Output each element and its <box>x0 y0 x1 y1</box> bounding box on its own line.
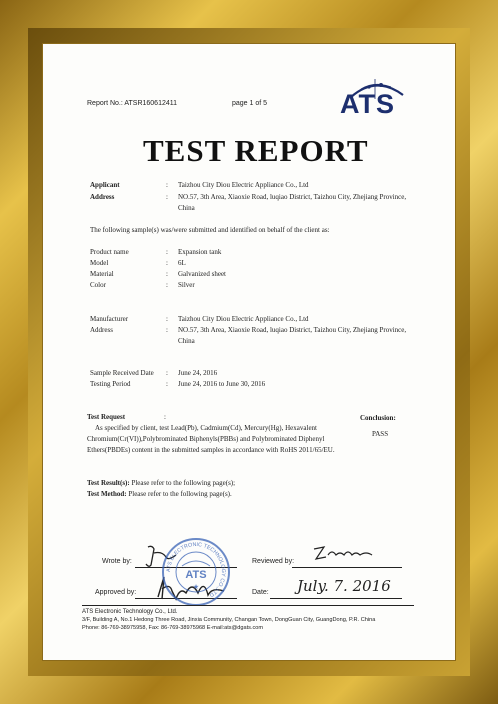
test-request-line2: Chromium(Cr(VI)),Polybrominated Biphenyls(PBBs) and Polybrominated Diphenyl <box>87 435 325 443</box>
colon: : <box>166 281 168 289</box>
received-date-label: Sample Received Date <box>90 369 154 377</box>
footer-divider <box>82 605 414 606</box>
date-label: Date: <box>252 589 269 596</box>
colon: : <box>166 181 168 189</box>
product-name-value: Expansion tank <box>178 248 222 256</box>
page-number: page 1 of 5 <box>232 100 268 107</box>
footer-company: ATS Electronic Technology Co., Ltd. <box>82 609 178 615</box>
test-method-value: Please refer to the following page(s). <box>128 490 232 498</box>
test-request-line1: As specified by client, test Lead(Pb), Cadmium(Cd), Mercury(Hg), Hexavalent <box>95 424 317 432</box>
report-number: Report No.: ATSR160612411 <box>87 100 178 107</box>
manufacturer-label: Manufacturer <box>90 315 129 323</box>
handwritten-date: July. 7. 2016 <box>297 577 391 595</box>
test-result-row <box>87 479 235 487</box>
approved-by-label: Approved by: <box>95 589 137 596</box>
testing-period-label: Testing Period <box>90 380 131 388</box>
colon: : <box>164 413 166 421</box>
intro-text: The following sample(s) was/were submitted and identified on behalf of the client as: <box>90 226 330 234</box>
colon: : <box>166 193 168 201</box>
colon: : <box>166 270 168 278</box>
colon: : <box>166 369 168 377</box>
colon: : <box>166 259 168 267</box>
color-value: Silver <box>178 281 195 289</box>
stamp-center-text: ATS <box>185 569 207 581</box>
manufacturer-address-label: Address <box>90 326 113 334</box>
applicant-address-line1: NO.57, 3th Area, Xiaoxie Road, luqiao District, Taizhou City, Zhejiang Province, <box>178 193 407 201</box>
product-name-label: Product name <box>90 248 129 256</box>
report-paper <box>42 43 456 661</box>
colon: : <box>166 315 168 323</box>
testing-period-value: June 24, 2016 to June 30, 2016 <box>178 380 266 388</box>
date-line <box>270 598 402 599</box>
material-label: Material <box>90 270 114 278</box>
model-value: 6L <box>178 259 186 267</box>
received-date-value: June 24, 2016 <box>178 369 218 377</box>
wrote-by-label: Wrote by: <box>102 558 132 565</box>
reviewed-by-label: Reviewed by: <box>252 558 295 565</box>
page-title: TEST REPORT <box>143 133 369 168</box>
colon: : <box>166 248 168 256</box>
footer-contact: Phone: 86-769-38975958, Fax: 86-769-38975968 E-mail:ats@dgats.com <box>82 625 264 631</box>
test-method-label: Test Method: <box>87 490 127 498</box>
stamp-ring-text: ATS ELECTRONIC TECHNOLOGY CO.,LTD <box>165 541 227 598</box>
applicant-value: Taizhou City Diou Electric Appliance Co., Ltd <box>178 181 309 189</box>
manufacturer-value: Taizhou City Diou Electric Appliance Co., Ltd <box>178 315 309 323</box>
applicant-address-label: Address <box>90 193 115 201</box>
company-stamp <box>160 536 232 608</box>
test-result-label: Test Result(s): <box>87 479 130 487</box>
applicant-address-line2: China <box>178 204 195 212</box>
manufacturer-address-line2: China <box>178 337 195 345</box>
manufacturer-address-line1: NO.57, 3th Area, Xiaoxie Road, luqiao District, Taizhou City, Zhejiang Province, <box>178 326 407 334</box>
star-icon: ★ <box>192 583 200 591</box>
test-request-label: Test Request <box>87 413 126 421</box>
ats-logo-text: ATS <box>340 89 395 119</box>
colon: : <box>166 326 168 334</box>
reviewed-by-line <box>292 567 402 568</box>
reviewed-signature <box>310 543 380 563</box>
test-request-line3: Ethers(PBDEs) content in the submitted samples in accordance with RoHS 2011/65/EU. <box>87 446 335 454</box>
conclusion-value: PASS <box>372 430 389 438</box>
conclusion-label: Conclusion: <box>360 414 396 422</box>
colon: : <box>166 380 168 388</box>
color-label: Color <box>90 281 106 289</box>
model-label: Model <box>90 259 109 267</box>
footer-address: 3/F, Building A, No.1 Hedong Three Road, Jinxia Community, Changan Town, DongGuan City, GuangDong, P.R. China <box>82 617 376 623</box>
material-value: Galvanized sheet <box>178 270 227 278</box>
test-result-value: Please refer to the following page(s); <box>131 479 236 487</box>
applicant-label: Applicant <box>90 181 120 189</box>
test-method-row <box>87 490 232 498</box>
